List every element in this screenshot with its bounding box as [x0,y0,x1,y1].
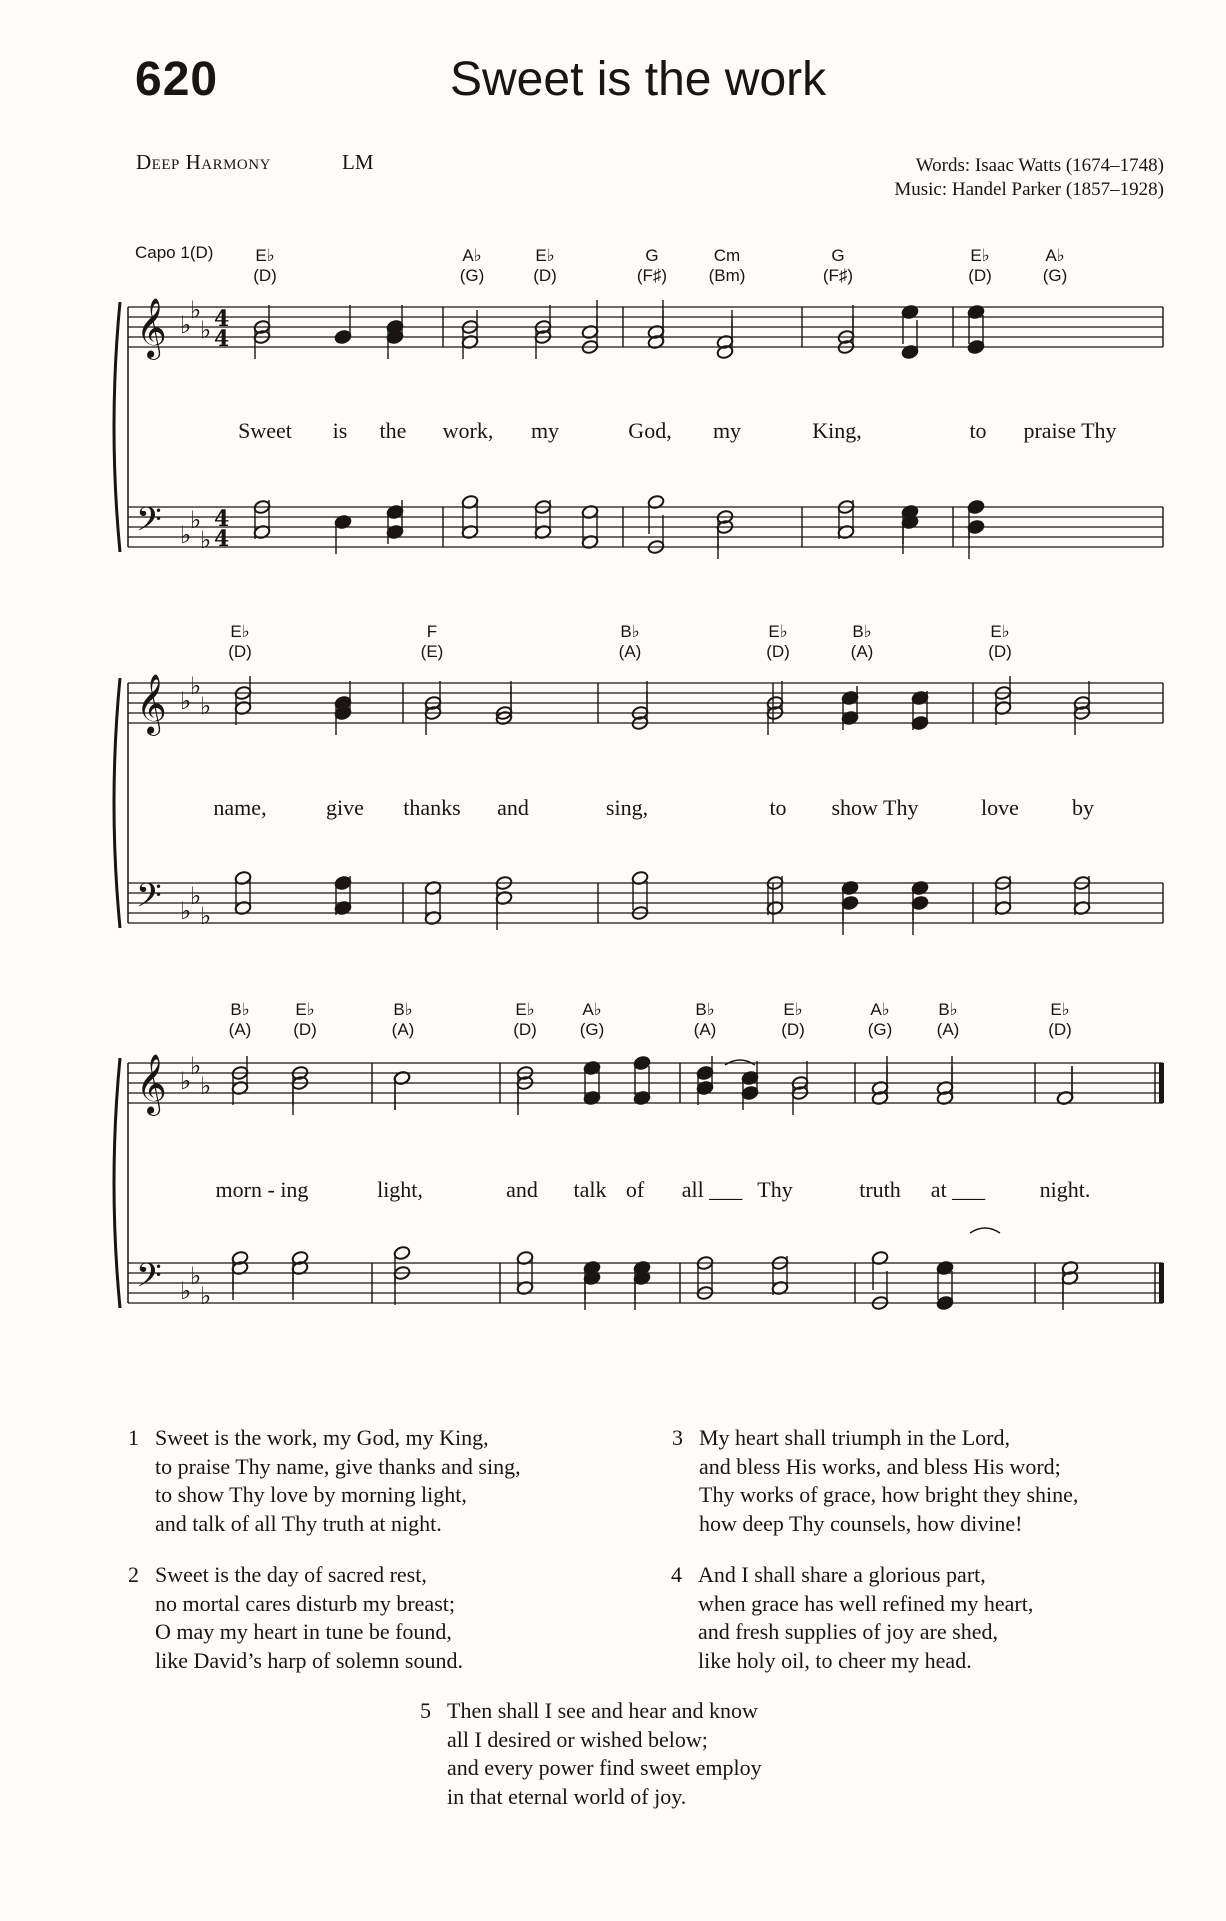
capo-chord: (G) [579,1020,605,1039]
lyric-syllable: love [981,795,1019,820]
chord-name: F [426,622,438,641]
lyric-syllable: the [379,418,407,443]
lyric-syllable: to [769,795,787,820]
chord-symbol [1048,1000,1072,1040]
verse-line: like holy oil, to cheer my head. [698,1647,972,1673]
capo-chord: (Bm) [708,266,746,285]
lyric-syllable: truth [859,1177,901,1202]
chord-symbol [229,1000,252,1040]
verse-line: how deep Thy counsels, how divine! [699,1510,1023,1536]
lyric-syllable: God, [628,418,672,443]
chord-name: A♭ [870,1000,890,1019]
chord-name: G [831,246,845,265]
note-head [741,1085,759,1100]
note-head [841,895,859,910]
verse-block [128,1424,521,1538]
verse-line: O may my heart in tune be found, [155,1619,452,1644]
note-head [393,1245,411,1260]
key-flat-icon: ♭ [180,1067,192,1095]
lyric-syllable: sing, [605,795,649,820]
lyric-syllable: Thy [757,1177,793,1202]
key-flat-icon: ♭ [190,882,202,910]
chord-symbol [988,622,1012,662]
chord-name: E♭ [768,622,788,641]
verse-line: like David’s harp of solemn sound. [155,1647,463,1673]
chord-name: E♭ [230,622,250,641]
chord-name: E♭ [970,246,990,265]
lyric-syllable: talk [573,1177,607,1202]
chord-name: B♭ [230,1000,250,1019]
words-credit: Words: Isaac Watts (1674–1748) [915,155,1164,176]
note-head [936,1295,954,1310]
time-signature-bottom: 4 [214,326,230,352]
lyric-syllable: is [332,418,348,443]
chord-symbol [694,1000,717,1040]
chord-name: B♭ [852,622,872,641]
verse-line: no mortal cares disturb my breast; [155,1590,455,1616]
capo-chord: (D) [766,642,790,661]
chord-symbol [228,622,252,662]
key-flat-icon: ♭ [190,296,202,324]
music-credit: Music: Handel Parker (1857–1928) [894,179,1164,200]
key-flat-icon: ♭ [200,316,212,344]
verse-number: 4 [671,1562,682,1587]
verse-line: and every power find sweet employ [447,1755,762,1780]
chord-symbol [709,246,746,286]
chord-symbol [637,246,667,286]
lyric-syllable: to [969,418,987,443]
note-head [633,1055,651,1070]
capo-chord: (F♯) [822,266,854,285]
capo-indication: Capo 1(D) [135,243,214,262]
chord-symbol [253,246,277,286]
chord-symbol [460,246,485,286]
note-head [967,499,985,514]
verse-line: when grace has well refined my heart, [698,1590,1034,1616]
chord-name: A♭ [462,246,482,265]
bass-clef-icon: 𝄢 [136,1257,162,1303]
bass-clef-icon: 𝄢 [136,501,162,547]
verse-line: Then shall I see and hear and know [447,1698,758,1723]
chord-name: A♭ [1045,246,1065,265]
key-flat-icon: ♭ [200,1072,212,1100]
verse-number: 2 [128,1562,139,1587]
note-head [967,519,985,534]
key-flat-icon: ♭ [180,687,192,715]
capo-chord: (D) [968,266,992,285]
key-flat-icon: ♭ [200,526,212,554]
capo-chord: (G) [1042,266,1068,285]
chord-symbol [1043,246,1068,286]
capo-chord: (E) [420,642,444,661]
note-head [334,875,352,890]
system-brace [114,678,120,928]
chord-name: E♭ [1050,1000,1070,1019]
note-head [911,715,929,730]
lyric-syllable: give [326,795,364,820]
time-signature-top: 4 [214,506,230,532]
verse-line: and bless His works, and bless His word; [699,1453,1061,1479]
lyric-syllable: night. [1039,1177,1091,1202]
key-flat-icon: ♭ [190,1262,202,1290]
chord-name: E♭ [990,622,1010,641]
treble-clef-icon: 𝄞 [136,674,167,734]
verse-line: to praise Thy name, give thanks and sing, [155,1453,521,1479]
verse-block [671,1561,1034,1675]
meter: LM [342,150,374,174]
hymn-number: 620 [135,53,219,106]
verse-block [128,1561,463,1675]
note-head [696,1065,714,1080]
lyric-syllable: King, [812,418,862,443]
final-bar-thick [1159,1263,1164,1303]
chord-symbol [868,1000,893,1040]
verse-number: 3 [672,1425,683,1450]
verse-block [672,1424,1079,1538]
capo-chord: (A) [618,642,642,661]
lyric-syllable: all ___ [681,1177,743,1202]
capo-chord: (D) [988,642,1012,661]
verse-block [420,1697,762,1811]
capo-chord: (A) [936,1020,960,1039]
capo-chord: (G) [459,266,485,285]
verse-number: 1 [128,1425,139,1450]
chord-symbol [968,246,992,286]
chord-symbol [533,246,557,286]
lyric-syllable: work, [442,418,494,443]
capo-chord: (D) [513,1020,537,1039]
tune-name: Deep Harmony [136,150,271,174]
bass-clef-icon: 𝄢 [136,877,162,923]
note-head [911,895,929,910]
verse-line: Thy works of grace, how bright they shine, [699,1482,1079,1507]
time-signature-top: 4 [214,306,230,332]
lyric-syllable: my [530,418,560,443]
chord-symbol [421,622,444,662]
verse-line: all I desired or wished below; [447,1726,708,1752]
lyric-syllable: of [625,1177,645,1202]
capo-chord: (D) [1048,1020,1072,1039]
verse-line: My heart shall triumph in the Lord, [699,1425,1010,1450]
key-flat-icon: ♭ [190,1052,202,1080]
capo-chord: (D) [228,642,252,661]
lyric-syllable: show Thy [831,795,919,820]
chord-name: E♭ [535,246,555,265]
capo-chord: (G) [867,1020,893,1039]
chord-symbol [823,246,853,286]
verse-line: to show Thy love by morning light, [155,1482,467,1507]
verse-number: 5 [420,1698,431,1723]
capo-chord: (A) [228,1020,252,1039]
capo-chord: (D) [533,266,557,285]
capo-chord: (D) [293,1020,317,1039]
chord-symbol [781,1000,805,1040]
lyric-syllable: praise Thy [1023,418,1117,443]
lyric-syllable: my [712,418,742,443]
lyric-syllable: morn - ing [215,1177,309,1202]
capo-chord: (F♯) [636,266,668,285]
lyric-syllable: at ___ [930,1177,986,1202]
tie [970,1228,1000,1233]
system-brace [114,1058,120,1308]
verse-line: in that eternal world of joy. [447,1783,687,1809]
verse-line: and fresh supplies of joy are shed, [698,1619,998,1644]
lyric-syllable: Sweet [238,418,292,443]
chord-symbol [513,1000,537,1040]
lyric-syllable: and [506,1177,538,1202]
capo-chord: (D) [781,1020,805,1039]
chord-name: E♭ [515,1000,535,1019]
chord-symbol [937,1000,960,1040]
chord-name: E♭ [295,1000,315,1019]
note-head [334,329,352,344]
chord-symbol [766,622,790,662]
chord-name: Cm [713,246,741,265]
key-flat-icon: ♭ [180,1277,192,1305]
capo-chord: (A) [693,1020,717,1039]
chord-name: B♭ [620,622,640,641]
chord-symbol [619,622,642,662]
key-flat-icon: ♭ [180,311,192,339]
treble-clef-icon: 𝄞 [136,1054,167,1114]
chord-symbol [580,1000,605,1040]
chord-name: G [645,246,659,265]
note-head [967,339,985,354]
chord-symbol [851,622,874,662]
final-bar-thick [1159,1063,1164,1103]
key-flat-icon: ♭ [190,506,202,534]
key-flat-icon: ♭ [180,521,192,549]
verse-line: Sweet is the work, my God, my King, [155,1425,489,1450]
chord-symbol [392,1000,415,1040]
key-flat-icon: ♭ [180,897,192,925]
lyric-syllable: light, [377,1177,423,1202]
chord-name: E♭ [255,246,275,265]
key-flat-icon: ♭ [200,692,212,720]
hymn-title: Sweet is the work [450,53,827,106]
time-signature-bottom: 4 [214,526,230,552]
lyric-syllable: by [1072,795,1094,820]
chord-name: B♭ [393,1000,413,1019]
verse-line: and talk of all Thy truth at night. [155,1510,442,1536]
lyric-syllable: name, [213,795,267,820]
key-flat-icon: ♭ [200,1282,212,1310]
lyric-syllable: and [497,795,529,820]
lyric-syllable: thanks [403,795,461,820]
key-flat-icon: ♭ [200,902,212,930]
verse-line: Sweet is the day of sacred rest, [155,1562,427,1587]
capo-chord: (D) [253,266,277,285]
system-brace [114,302,120,552]
capo-chord: (A) [391,1020,415,1039]
chord-name: B♭ [695,1000,715,1019]
verse-line: And I shall share a glorious part, [698,1562,986,1587]
chord-name: B♭ [938,1000,958,1019]
chord-symbol [293,1000,317,1040]
key-flat-icon: ♭ [190,672,202,700]
treble-clef-icon: 𝄞 [136,298,167,358]
capo-chord: (A) [850,642,874,661]
chord-name: A♭ [582,1000,602,1019]
chord-name: E♭ [783,1000,803,1019]
